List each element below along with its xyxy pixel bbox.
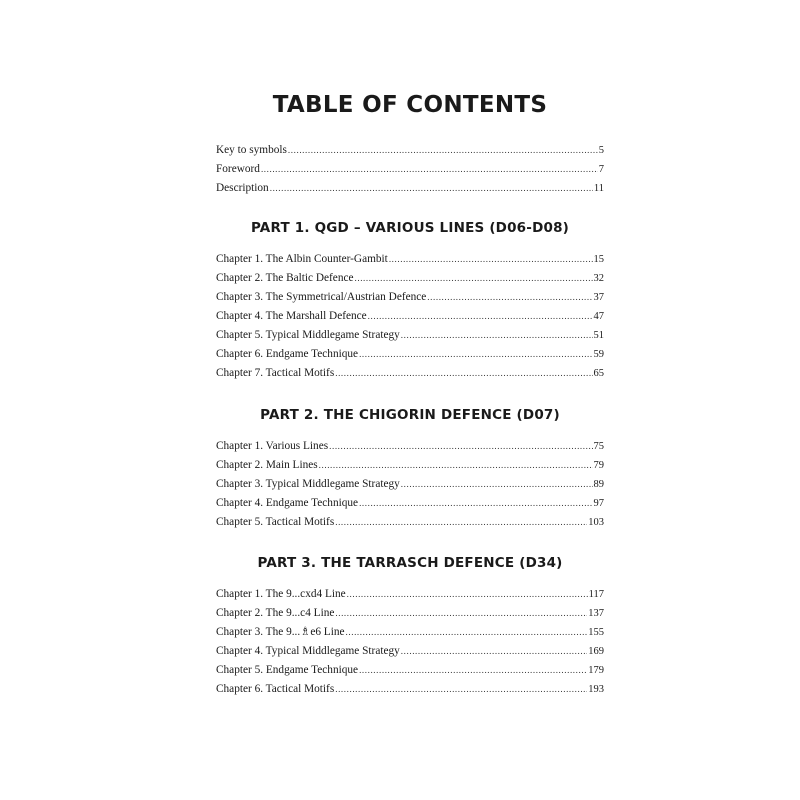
toc-entry-description[interactable] xyxy=(216,179,604,198)
toc-entry-chapter[interactable] xyxy=(216,364,604,383)
part-3-heading: PART 3. THE TARRASCH DEFENCE (D34) xyxy=(257,555,563,571)
part-3-chapter-list xyxy=(216,585,604,699)
toc-entry-key-to-symbols[interactable] xyxy=(216,141,604,160)
toc-entry-label: Chapter 5. Endgame Technique xyxy=(216,664,359,676)
page-title: TABLE OF CONTENTS xyxy=(272,92,548,118)
toc-entry-label: Chapter 4. Typical Middlegame Strategy xyxy=(216,645,400,657)
toc-entry-page: 179 xyxy=(588,665,604,676)
toc-entry-label: Chapter 1. The 9...cxd4 Line xyxy=(216,588,346,600)
toc-entry-page: 103 xyxy=(588,517,604,528)
toc-entry-label: Chapter 2. Main Lines xyxy=(216,459,318,471)
dot-leader xyxy=(335,680,587,699)
toc-entry-page: 79 xyxy=(593,460,604,471)
dot-leader xyxy=(329,437,592,456)
toc-entry-label: Chapter 2. The 9...c4 Line xyxy=(216,607,335,619)
dot-leader xyxy=(288,141,598,160)
toc-entry-chapter[interactable] xyxy=(216,680,604,699)
toc-entry-label: Chapter 3. Typical Middlegame Strategy xyxy=(216,478,400,490)
toc-entry-page: 15 xyxy=(593,254,604,265)
toc-entry-label: Chapter 4. The Marshall Defence xyxy=(216,310,367,322)
dot-leader xyxy=(270,179,593,198)
dot-leader xyxy=(359,345,592,364)
front-matter-list xyxy=(216,141,604,198)
dot-leader xyxy=(427,288,592,307)
toc-entry-page: 117 xyxy=(588,589,604,600)
part-2-chapter-list xyxy=(216,437,604,532)
dot-leader xyxy=(359,494,592,513)
dot-leader xyxy=(335,604,587,623)
toc-entry-label: Chapter 6. Tactical Motifs xyxy=(216,683,335,695)
toc-entry-page: 32 xyxy=(593,273,604,284)
dot-leader xyxy=(368,307,593,326)
toc-entry-label: Description xyxy=(216,182,269,194)
toc-entry-chapter[interactable] xyxy=(216,623,604,642)
toc-entry-label: Chapter 3. The Symmetrical/Austrian Defence xyxy=(216,291,427,303)
toc-entry-chapter[interactable] xyxy=(216,250,604,269)
toc-entry-label: Key to symbols xyxy=(216,144,287,156)
dot-leader xyxy=(261,160,598,179)
toc-entry-page: 7 xyxy=(598,164,604,175)
dot-leader xyxy=(401,475,593,494)
toc-entry-chapter[interactable] xyxy=(216,269,604,288)
dot-leader xyxy=(335,364,592,383)
toc-entry-page: 59 xyxy=(593,349,604,360)
toc-entry-chapter[interactable] xyxy=(216,307,604,326)
dot-leader xyxy=(355,269,593,288)
toc-entry-label: Chapter 2. The Baltic Defence xyxy=(216,272,354,284)
toc-page xyxy=(216,0,604,800)
toc-entry-label: Chapter 3. The 9...♗e6 Line xyxy=(216,626,345,638)
toc-entry-chapter[interactable] xyxy=(216,326,604,345)
dot-leader xyxy=(346,623,588,642)
toc-entry-chapter[interactable] xyxy=(216,661,604,680)
toc-entry-chapter[interactable] xyxy=(216,604,604,623)
toc-entry-page: 169 xyxy=(588,646,604,657)
toc-entry-foreword[interactable] xyxy=(216,160,604,179)
toc-entry-page: 155 xyxy=(588,627,604,638)
toc-entry-page: 75 xyxy=(593,441,604,452)
toc-entry-chapter[interactable] xyxy=(216,456,604,475)
toc-entry-label: Chapter 1. The Albin Counter-Gambit xyxy=(216,253,388,265)
toc-entry-label: Chapter 1. Various Lines xyxy=(216,440,329,452)
toc-entry-chapter[interactable] xyxy=(216,494,604,513)
part-1-chapter-list xyxy=(216,250,604,383)
toc-entry-page: 37 xyxy=(593,292,604,303)
toc-entry-label: Chapter 4. Endgame Technique xyxy=(216,497,359,509)
toc-entry-chapter[interactable] xyxy=(216,513,604,532)
toc-entry-page: 47 xyxy=(593,311,604,322)
toc-entry-page: 137 xyxy=(588,608,604,619)
part-1-heading: PART 1. QGD – VARIOUS LINES (D06-D08) xyxy=(250,220,570,236)
dot-leader xyxy=(389,250,593,269)
dot-leader xyxy=(359,661,587,680)
toc-entry-page: 65 xyxy=(593,368,604,379)
toc-entry-page: 11 xyxy=(593,183,604,194)
dot-leader xyxy=(319,456,593,475)
toc-entry-chapter[interactable] xyxy=(216,345,604,364)
dot-leader xyxy=(347,585,588,604)
toc-entry-page: 89 xyxy=(593,479,604,490)
toc-entry-page: 51 xyxy=(593,330,604,341)
toc-entry-chapter[interactable] xyxy=(216,288,604,307)
toc-entry-page: 97 xyxy=(593,498,604,509)
dot-leader xyxy=(401,642,587,661)
part-2-heading: PART 2. THE CHIGORIN DEFENCE (D07) xyxy=(260,407,560,423)
toc-entry-label: Chapter 5. Typical Middlegame Strategy xyxy=(216,329,400,341)
toc-entry-page: 5 xyxy=(598,145,604,156)
toc-entry-chapter[interactable] xyxy=(216,475,604,494)
toc-entry-chapter[interactable] xyxy=(216,642,604,661)
toc-entry-chapter[interactable] xyxy=(216,585,604,604)
toc-entry-label: Chapter 7. Tactical Motifs xyxy=(216,367,335,379)
toc-entry-page: 193 xyxy=(588,684,604,695)
toc-entry-label: Chapter 6. Endgame Technique xyxy=(216,348,359,360)
dot-leader xyxy=(335,513,587,532)
toc-entry-chapter[interactable] xyxy=(216,437,604,456)
dot-leader xyxy=(401,326,593,345)
toc-entry-label: Chapter 5. Tactical Motifs xyxy=(216,516,335,528)
toc-entry-label: Foreword xyxy=(216,163,260,175)
